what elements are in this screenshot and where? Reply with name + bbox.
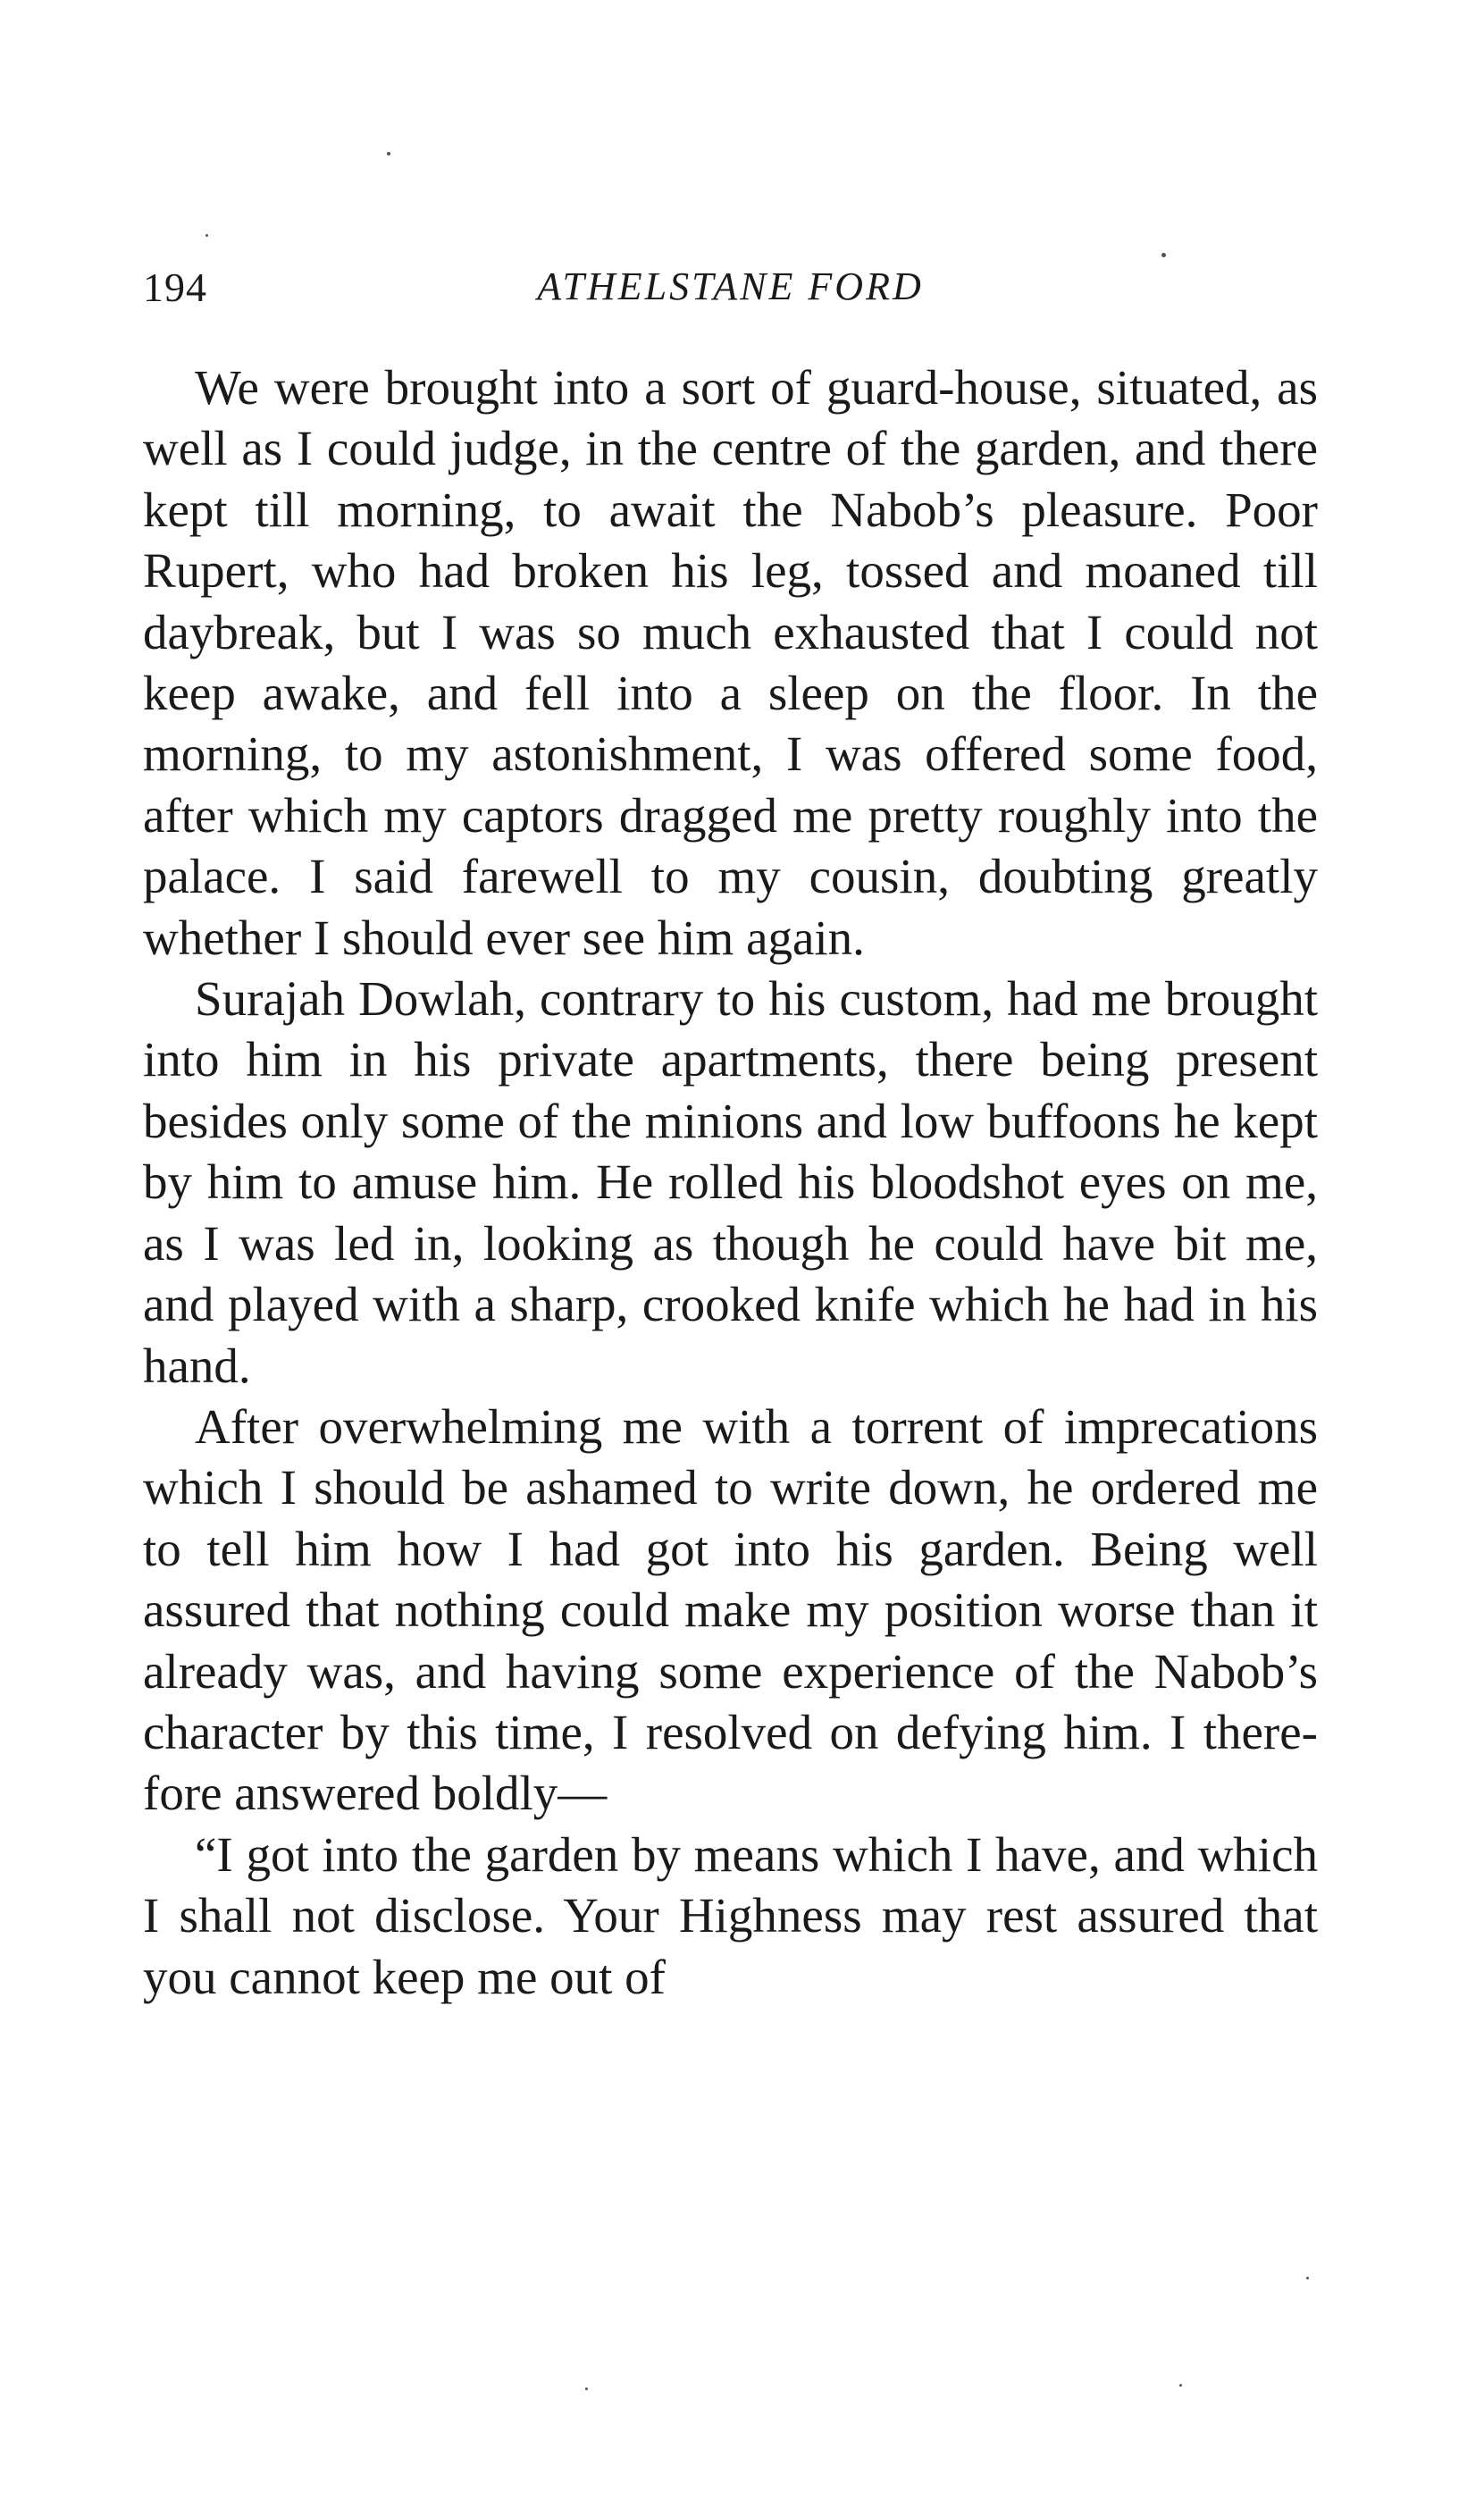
print-speck <box>1161 253 1166 257</box>
page-header <box>143 264 1318 317</box>
print-speck <box>1306 2277 1309 2279</box>
body-text <box>143 357 1318 2008</box>
print-speck <box>1179 2384 1182 2387</box>
running-title: ATHELSTANE FORD <box>537 264 924 308</box>
print-speck <box>387 152 390 155</box>
paragraph: We were brought into a sort of guard-house, situated, as well as I could judge, in the centre of the garden, and there kept till morning, to await the Nabob’s pleasure. Poor Rupert, who had broken his leg, tossed and moaned till daybreak, but I was so much exhausted that I could not keep awake, and fell into a sleep on the floor. In the morning, to my astonishment, I was offered some food, after which my captors dragged me pretty roughly into the palace. I said farewell to my cousin, doubting greatly whether I should ever see him again. <box>143 360 1318 965</box>
paragraph: “I got into the garden by means which I have, and which I shall not disclose. Your Highness may rest assured that you cannot keep me out of <box>143 1826 1318 2004</box>
paragraph: Surajah Dowlah, contrary to his custom, had me brought into him in his private apartments, there being present besides only some of the minions and low buffoons he kept by him to amuse him. He rolled his bloodshot eyes on me, as I was led in, looking as though he could have bit me, and played with a sharp, crooked knife which he had in his hand. <box>143 971 1318 1393</box>
print-speck <box>585 2388 588 2390</box>
print-speck <box>205 234 208 237</box>
page-number: 194 <box>143 264 207 310</box>
paragraph: After overwhelming me with a torrent of imprecations which I should be ashamed to write down, he ordered me to tell him how I had got into his garden. Being well assured that nothing could make my position worse than it already was, and having some experience of the Nabob’s character by this time, I resolved on defying him. I therefore answered boldly— <box>143 1398 1318 1821</box>
